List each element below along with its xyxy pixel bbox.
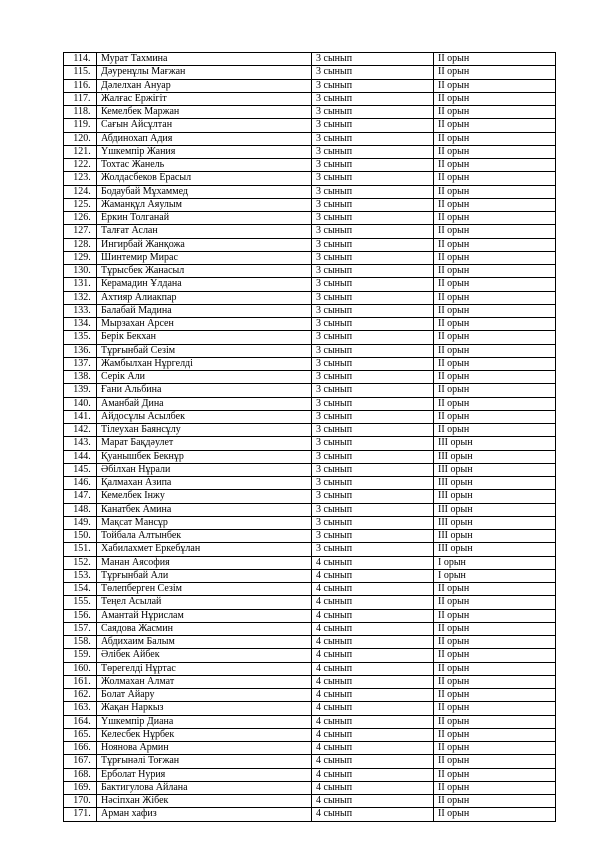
row-number: 165. [64, 728, 97, 741]
grade-cell: 3 сынып [312, 384, 434, 397]
row-number: 131. [64, 278, 97, 291]
student-name: Жолмахан Алмат [97, 675, 312, 688]
place-cell: II орын [434, 278, 556, 291]
row-number: 117. [64, 92, 97, 105]
student-name: Ахтияр Алиакпар [97, 291, 312, 304]
place-cell: II орын [434, 636, 556, 649]
table-row [64, 728, 556, 741]
place-cell: II орын [434, 132, 556, 145]
grade-cell: 3 сынып [312, 92, 434, 105]
table-row [64, 490, 556, 503]
place-cell: II орын [434, 702, 556, 715]
student-name: Тұрғынбай Сезім [97, 344, 312, 357]
place-cell: II орын [434, 357, 556, 370]
place-cell: II орын [434, 689, 556, 702]
row-number: 129. [64, 251, 97, 264]
student-name: Келесбек Нұрбек [97, 728, 312, 741]
row-number: 151. [64, 543, 97, 556]
student-name: Нәсіпхан Жібек [97, 795, 312, 808]
place-cell: II орын [434, 384, 556, 397]
student-name: Бодаубай Мұхаммед [97, 185, 312, 198]
grade-cell: 3 сынып [312, 450, 434, 463]
table-row [64, 808, 556, 821]
row-number: 130. [64, 265, 97, 278]
table-row [64, 159, 556, 172]
student-name: Тілеухан Баянсұлу [97, 424, 312, 437]
student-name: Саядова Жасмин [97, 622, 312, 635]
table-row [64, 689, 556, 702]
table-row [64, 662, 556, 675]
student-name: Тұрғынбай Али [97, 569, 312, 582]
grade-cell: 3 сынып [312, 331, 434, 344]
results-table [63, 52, 556, 822]
table-row [64, 596, 556, 609]
student-name: Марат Бақдәулет [97, 437, 312, 450]
grade-cell: 3 сынып [312, 543, 434, 556]
table-row [64, 145, 556, 158]
table-row [64, 278, 556, 291]
grade-cell: 4 сынып [312, 702, 434, 715]
table-row [64, 251, 556, 264]
place-cell: II орын [434, 662, 556, 675]
row-number: 133. [64, 304, 97, 317]
grade-cell: 4 сынып [312, 728, 434, 741]
grade-cell: 3 сынып [312, 159, 434, 172]
place-cell: II орын [434, 53, 556, 66]
table-row [64, 781, 556, 794]
place-cell: II орын [434, 715, 556, 728]
table-row [64, 609, 556, 622]
table-row [64, 450, 556, 463]
row-number: 144. [64, 450, 97, 463]
student-name: Жолдасбеков Ерасыл [97, 172, 312, 185]
grade-cell: 3 сынып [312, 119, 434, 132]
grade-cell: 4 сынып [312, 781, 434, 794]
student-name: Амантай Нұрислам [97, 609, 312, 622]
table-row [64, 119, 556, 132]
row-number: 150. [64, 530, 97, 543]
student-name: Жаманқұл Аяулым [97, 198, 312, 211]
table-row [64, 463, 556, 476]
student-name: Ноянова Армин [97, 742, 312, 755]
row-number: 170. [64, 795, 97, 808]
grade-cell: 4 сынып [312, 636, 434, 649]
row-number: 149. [64, 516, 97, 529]
student-name: Теңел Асылай [97, 596, 312, 609]
grade-cell: 3 сынып [312, 225, 434, 238]
table-row [64, 622, 556, 635]
results-table-body [64, 53, 556, 822]
row-number: 156. [64, 609, 97, 622]
student-name: Жақан Наркыз [97, 702, 312, 715]
table-row [64, 569, 556, 582]
grade-cell: 3 сынып [312, 344, 434, 357]
place-cell: II орын [434, 331, 556, 344]
row-number: 154. [64, 583, 97, 596]
grade-cell: 3 сынып [312, 477, 434, 490]
grade-cell: 4 сынып [312, 609, 434, 622]
row-number: 121. [64, 145, 97, 158]
student-name: Мурат Тахмина [97, 53, 312, 66]
table-row [64, 583, 556, 596]
table-row [64, 410, 556, 423]
table-row [64, 238, 556, 251]
grade-cell: 3 сынып [312, 238, 434, 251]
row-number: 125. [64, 198, 97, 211]
place-cell: I орын [434, 569, 556, 582]
table-row [64, 636, 556, 649]
grade-cell: 3 сынып [312, 424, 434, 437]
row-number: 142. [64, 424, 97, 437]
place-cell: II орын [434, 172, 556, 185]
student-name: Ингирбай Жанқожа [97, 238, 312, 251]
row-number: 124. [64, 185, 97, 198]
table-row [64, 715, 556, 728]
student-name: Ғани Альбина [97, 384, 312, 397]
grade-cell: 4 сынып [312, 556, 434, 569]
table-row [64, 503, 556, 516]
table-row [64, 543, 556, 556]
student-name: Төлепберген Сезім [97, 583, 312, 596]
row-number: 155. [64, 596, 97, 609]
table-row [64, 384, 556, 397]
place-cell: II орын [434, 106, 556, 119]
place-cell: II орын [434, 79, 556, 92]
grade-cell: 3 сынып [312, 318, 434, 331]
place-cell: II орын [434, 609, 556, 622]
student-name: Үшкемпір Жания [97, 145, 312, 158]
grade-cell: 4 сынып [312, 569, 434, 582]
student-name: Қуанышбек Бекнұр [97, 450, 312, 463]
row-number: 148. [64, 503, 97, 516]
student-name: Берік Бекхан [97, 331, 312, 344]
place-cell: I орын [434, 556, 556, 569]
student-name: Серік Али [97, 371, 312, 384]
grade-cell: 3 сынып [312, 291, 434, 304]
student-name: Ерболат Нурия [97, 768, 312, 781]
table-row [64, 795, 556, 808]
grade-cell: 3 сынып [312, 145, 434, 158]
grade-cell: 3 сынып [312, 397, 434, 410]
row-number: 119. [64, 119, 97, 132]
place-cell: II орын [434, 596, 556, 609]
student-name: Жамбылхан Нұргелді [97, 357, 312, 370]
grade-cell: 4 сынып [312, 689, 434, 702]
table-row [64, 344, 556, 357]
row-number: 134. [64, 318, 97, 331]
place-cell: II орын [434, 318, 556, 331]
grade-cell: 3 сынып [312, 463, 434, 476]
grade-cell: 4 сынып [312, 795, 434, 808]
grade-cell: 3 сынып [312, 198, 434, 211]
grade-cell: 3 сынып [312, 106, 434, 119]
grade-cell: 3 сынып [312, 172, 434, 185]
row-number: 143. [64, 437, 97, 450]
student-name: Тохтас Жанель [97, 159, 312, 172]
student-name: Абдихаим Балым [97, 636, 312, 649]
table-row [64, 768, 556, 781]
row-number: 160. [64, 662, 97, 675]
place-cell: II орын [434, 344, 556, 357]
place-cell: II орын [434, 424, 556, 437]
place-cell: II орын [434, 145, 556, 158]
table-row [64, 318, 556, 331]
student-name: Аманбай Дина [97, 397, 312, 410]
grade-cell: 3 сынып [312, 437, 434, 450]
grade-cell: 3 сынып [312, 357, 434, 370]
grade-cell: 4 сынып [312, 649, 434, 662]
row-number: 171. [64, 808, 97, 821]
place-cell: II орын [434, 649, 556, 662]
table-row [64, 397, 556, 410]
table-row [64, 92, 556, 105]
student-name: Канатбек Амина [97, 503, 312, 516]
place-cell: II орын [434, 198, 556, 211]
table-row [64, 53, 556, 66]
table-row [64, 331, 556, 344]
student-name: Тұрысбек Жанасыл [97, 265, 312, 278]
grade-cell: 3 сынып [312, 212, 434, 225]
place-cell: II орын [434, 291, 556, 304]
table-row [64, 556, 556, 569]
place-cell: II орын [434, 781, 556, 794]
grade-cell: 3 сынып [312, 516, 434, 529]
table-row [64, 702, 556, 715]
student-name: Әлібек Айбек [97, 649, 312, 662]
row-number: 126. [64, 212, 97, 225]
row-number: 128. [64, 238, 97, 251]
place-cell: III орын [434, 503, 556, 516]
student-name: Айдосұлы Асылбек [97, 410, 312, 423]
grade-cell: 3 сынып [312, 490, 434, 503]
student-name: Кемелбек Маржан [97, 106, 312, 119]
row-number: 120. [64, 132, 97, 145]
student-name: Тұрғынәлі Тоғжан [97, 755, 312, 768]
row-number: 132. [64, 291, 97, 304]
row-number: 116. [64, 79, 97, 92]
table-row [64, 106, 556, 119]
grade-cell: 4 сынып [312, 742, 434, 755]
row-number: 115. [64, 66, 97, 79]
row-number: 152. [64, 556, 97, 569]
table-row [64, 742, 556, 755]
place-cell: III орын [434, 477, 556, 490]
place-cell: III орын [434, 463, 556, 476]
table-row [64, 304, 556, 317]
row-number: 136. [64, 344, 97, 357]
table-row [64, 357, 556, 370]
grade-cell: 4 сынып [312, 622, 434, 635]
place-cell: II орын [434, 159, 556, 172]
table-row [64, 649, 556, 662]
student-name: Дәуренұлы Мағжан [97, 66, 312, 79]
row-number: 147. [64, 490, 97, 503]
student-name: Абдинохап Адия [97, 132, 312, 145]
table-row [64, 291, 556, 304]
table-row [64, 198, 556, 211]
place-cell: II орын [434, 622, 556, 635]
student-name: Әбілхан Нұрали [97, 463, 312, 476]
row-number: 167. [64, 755, 97, 768]
row-number: 145. [64, 463, 97, 476]
place-cell: II орын [434, 397, 556, 410]
place-cell: II орын [434, 768, 556, 781]
student-name: Арман хафиз [97, 808, 312, 821]
table-row [64, 79, 556, 92]
grade-cell: 3 сынып [312, 185, 434, 198]
student-name: Үшкемпір Диана [97, 715, 312, 728]
place-cell: III орын [434, 543, 556, 556]
grade-cell: 3 сынып [312, 278, 434, 291]
table-row [64, 516, 556, 529]
grade-cell: 3 сынып [312, 410, 434, 423]
student-name: Жалғас Ержігіт [97, 92, 312, 105]
grade-cell: 3 сынып [312, 251, 434, 264]
row-number: 123. [64, 172, 97, 185]
row-number: 168. [64, 768, 97, 781]
row-number: 158. [64, 636, 97, 649]
grade-cell: 3 сынып [312, 66, 434, 79]
place-cell: III орын [434, 450, 556, 463]
row-number: 164. [64, 715, 97, 728]
row-number: 140. [64, 397, 97, 410]
grade-cell: 4 сынып [312, 755, 434, 768]
grade-cell: 3 сынып [312, 265, 434, 278]
grade-cell: 3 сынып [312, 304, 434, 317]
table-row [64, 212, 556, 225]
table-row [64, 265, 556, 278]
place-cell: II орын [434, 795, 556, 808]
grade-cell: 4 сынып [312, 715, 434, 728]
row-number: 135. [64, 331, 97, 344]
table-row [64, 185, 556, 198]
place-cell: II орын [434, 371, 556, 384]
place-cell: II орын [434, 185, 556, 198]
table-row [64, 66, 556, 79]
place-cell: II орын [434, 238, 556, 251]
place-cell: II орын [434, 675, 556, 688]
row-number: 138. [64, 371, 97, 384]
grade-cell: 4 сынып [312, 583, 434, 596]
grade-cell: 3 сынып [312, 132, 434, 145]
row-number: 139. [64, 384, 97, 397]
student-name: Еркин Толганай [97, 212, 312, 225]
place-cell: II орын [434, 265, 556, 278]
student-name: Керамадин Ұлдана [97, 278, 312, 291]
row-number: 163. [64, 702, 97, 715]
student-name: Кемелбек Інжу [97, 490, 312, 503]
row-number: 137. [64, 357, 97, 370]
grade-cell: 3 сынып [312, 503, 434, 516]
table-row [64, 225, 556, 238]
student-name: Шинтемир Мирас [97, 251, 312, 264]
student-name: Қалмахан Азипа [97, 477, 312, 490]
place-cell: II орын [434, 728, 556, 741]
place-cell: II орын [434, 583, 556, 596]
place-cell: III орын [434, 516, 556, 529]
row-number: 153. [64, 569, 97, 582]
student-name: Дәлелхан Ануар [97, 79, 312, 92]
place-cell: II орын [434, 755, 556, 768]
place-cell: II орын [434, 225, 556, 238]
student-name: Бактигулова Айлана [97, 781, 312, 794]
grade-cell: 4 сынып [312, 596, 434, 609]
place-cell: II орын [434, 119, 556, 132]
row-number: 161. [64, 675, 97, 688]
row-number: 114. [64, 53, 97, 66]
place-cell: II орын [434, 808, 556, 821]
row-number: 162. [64, 689, 97, 702]
place-cell: II орын [434, 410, 556, 423]
table-row [64, 371, 556, 384]
student-name: Хабилахмет Еркебұлан [97, 543, 312, 556]
grade-cell: 3 сынып [312, 371, 434, 384]
grade-cell: 4 сынып [312, 768, 434, 781]
row-number: 169. [64, 781, 97, 794]
row-number: 141. [64, 410, 97, 423]
row-number: 159. [64, 649, 97, 662]
table-row [64, 424, 556, 437]
place-cell: II орын [434, 304, 556, 317]
place-cell: III орын [434, 490, 556, 503]
grade-cell: 4 сынып [312, 662, 434, 675]
student-name: Төрегелді Нұртас [97, 662, 312, 675]
place-cell: II орын [434, 742, 556, 755]
table-row [64, 675, 556, 688]
student-name: Тойбала Алтынбек [97, 530, 312, 543]
row-number: 166. [64, 742, 97, 755]
place-cell: II орын [434, 212, 556, 225]
grade-cell: 4 сынып [312, 808, 434, 821]
table-row [64, 132, 556, 145]
row-number: 127. [64, 225, 97, 238]
student-name: Талғат Аслан [97, 225, 312, 238]
table-row [64, 530, 556, 543]
row-number: 122. [64, 159, 97, 172]
place-cell: II орын [434, 66, 556, 79]
grade-cell: 4 сынып [312, 675, 434, 688]
table-row [64, 437, 556, 450]
row-number: 118. [64, 106, 97, 119]
row-number: 157. [64, 622, 97, 635]
row-number: 146. [64, 477, 97, 490]
table-row [64, 755, 556, 768]
student-name: Мақсат Мансұр [97, 516, 312, 529]
student-name: Мырзахан Арсен [97, 318, 312, 331]
student-name: Балабай Мадина [97, 304, 312, 317]
place-cell: III орын [434, 530, 556, 543]
place-cell: II орын [434, 92, 556, 105]
grade-cell: 3 сынып [312, 79, 434, 92]
student-name: Болат Айару [97, 689, 312, 702]
grade-cell: 3 сынып [312, 53, 434, 66]
student-name: Манан Аясофия [97, 556, 312, 569]
student-name: Сағын Айсұлтан [97, 119, 312, 132]
place-cell: III орын [434, 437, 556, 450]
place-cell: II орын [434, 251, 556, 264]
table-row [64, 477, 556, 490]
grade-cell: 3 сынып [312, 530, 434, 543]
table-row [64, 172, 556, 185]
